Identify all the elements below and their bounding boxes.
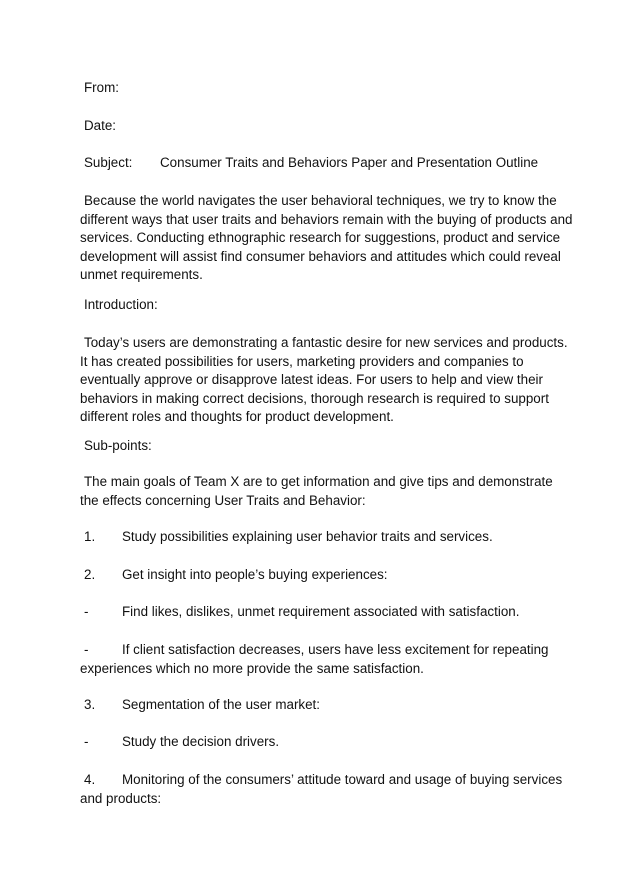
paragraph-line: unmet requirements. — [80, 267, 203, 282]
list-item — [80, 641, 548, 678]
introduction-heading — [80, 296, 158, 315]
list-item-text: Study the decision drivers. — [122, 734, 280, 749]
list-item-continuation: experiences which no more provide the same satisfaction. — [80, 660, 424, 676]
list-marker: - — [84, 642, 89, 657]
paragraph-line: The main goals of Team X are to get information and give tips and demonstrate — [84, 474, 553, 489]
paragraph-line: services. Conducting ethnographic research for suggestions, product and service — [80, 230, 561, 245]
subject-label: Subject: — [84, 155, 133, 170]
introduction-paragraph — [80, 334, 570, 427]
paragraph-line: eventually approve or disapprove latest ideas. For users to help and view their — [80, 372, 543, 387]
goals-paragraph — [80, 473, 570, 510]
paragraph-line: development will assist find consumer behaviors and attitudes which could reveal — [80, 248, 561, 264]
list-marker: - — [84, 734, 89, 749]
intro-paragraph — [80, 192, 573, 285]
paragraph-line: the effects concerning User Traits and Behavior: — [80, 492, 366, 508]
list-item — [80, 733, 279, 752]
paragraph-line: Today’s users are demonstrating a fantastic desire for new services and products. — [84, 335, 568, 350]
date-line — [80, 117, 116, 136]
list-marker: 4. — [84, 772, 96, 787]
subject-value: Consumer Traits and Behaviors Paper and Presentation Outline — [160, 155, 539, 170]
list-marker: 3. — [84, 697, 96, 712]
list-item — [80, 696, 320, 715]
paragraph-line: It has created possibilities for users, marketing providers and companies to — [80, 353, 524, 369]
list-marker: 2. — [84, 567, 96, 582]
from-line — [80, 79, 119, 98]
paragraph-line: different roles and thoughts for product development. — [80, 409, 394, 424]
subpoints-heading-text: Sub-points: — [84, 438, 152, 453]
list-item — [80, 528, 493, 547]
date-label: Date: — [84, 118, 117, 133]
paragraph-line: behaviors in making correct decisions, thorough research is required to support — [80, 390, 549, 406]
list-item — [80, 771, 562, 808]
list-marker: 1. — [84, 529, 96, 544]
list-item — [80, 603, 519, 622]
list-item-text: If client satisfaction decreases, users have less excitement for repeating — [122, 642, 549, 657]
list-item-text: Segmentation of the user market: — [122, 697, 320, 712]
paragraph-line: Because the world navigates the user behavioral techniques, we try to know the — [84, 193, 557, 208]
paragraph-line: different ways that user traits and behaviors remain with the buying of products and — [80, 211, 573, 227]
subject-line — [80, 154, 538, 173]
list-item-continuation: and products: — [80, 790, 162, 806]
list-item-text: Find likes, dislikes, unmet requirement associated with satisfaction. — [122, 604, 520, 619]
list-item — [80, 566, 388, 585]
subpoints-heading — [80, 437, 152, 456]
from-label: From: — [84, 80, 119, 95]
list-item-text: Monitoring of the consumers’ attitude toward and usage of buying services — [122, 772, 563, 787]
introduction-heading-text: Introduction: — [84, 297, 158, 312]
list-item-text: Get insight into people’s buying experiences: — [122, 567, 388, 582]
list-marker: - — [84, 604, 89, 619]
list-item-text: Study possibilities explaining user behavior traits and services. — [122, 529, 493, 544]
